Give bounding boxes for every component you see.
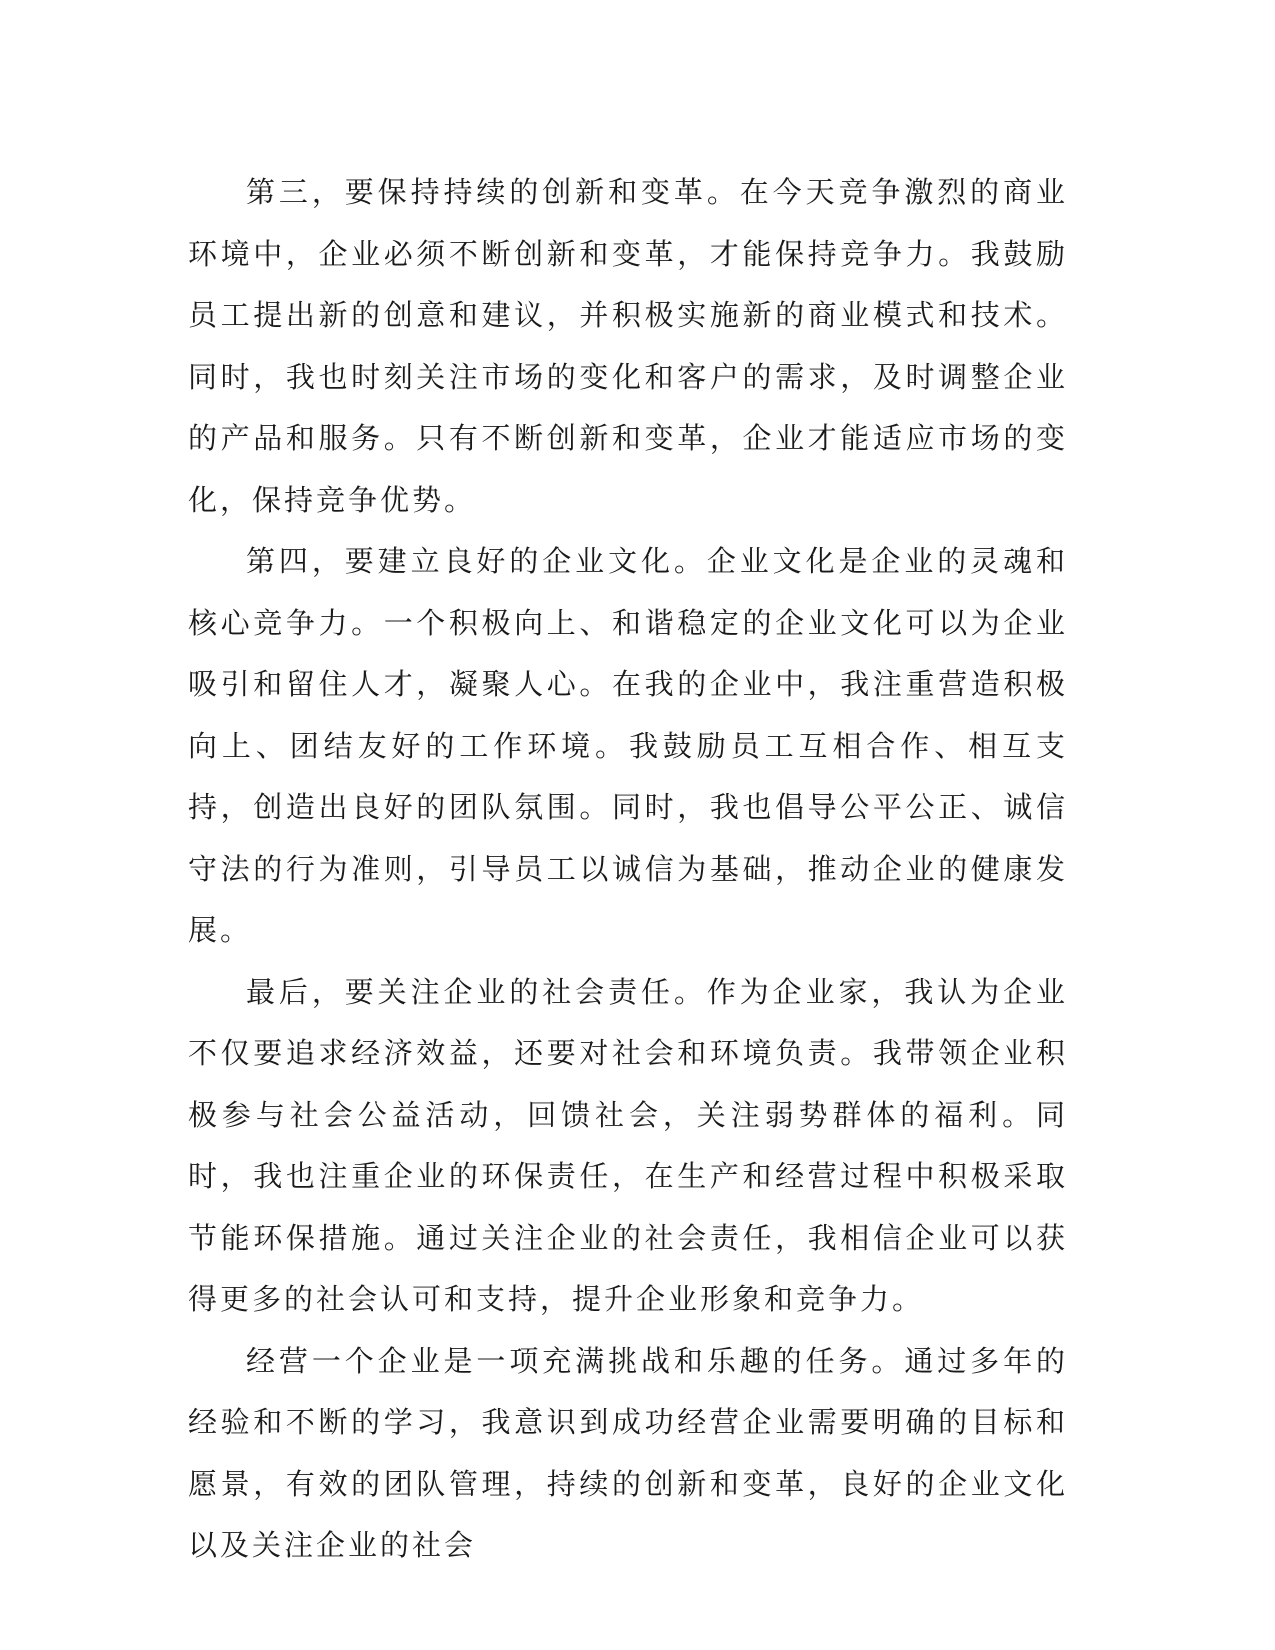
paragraph-corporate-culture: 第四，要建立良好的企业文化。企业文化是企业的灵魂和核心竞争力。一个积极向上、和谐稳定的企业文化可以为企业吸引和留住人才，凝聚人心。在我的企业中，我注重营造积极向上、团结友好的工作环境。我鼓励员工互相合作、相互支持，创造出良好的团队氛围。同时，我也倡导公平公正、诚信守法的行为准则，引导员工以诚信为基础，推动企业的健康发展。: [188, 544, 1068, 947]
paragraph-social-responsibility: 最后，要关注企业的社会责任。作为企业家，我认为企业不仅要追求经济效益，还要对社会和环境负责。我带领企业积极参与社会公益活动，回馈社会，关注弱势群体的福利。同时，我也注重企业的环保责任，在生产和经营过程中积极采取节能环保措施。通过关注企业的社会责任，我相信企业可以获得更多的社会认可和支持，提升企业形象和竞争力。: [188, 974, 1068, 1316]
paragraph-innovation: 第三，要保持持续的创新和变革。在今天竞争激烈的商业环境中，企业必须不断创新和变革，才能保持竞争力。我鼓励员工提出新的创意和建议，并积极实施新的商业模式和技术。同时，我也时刻关注市场的变化和客户的需求，及时调整企业的产品和服务。只有不断创新和变革，企业才能适应市场的变化，保持竞争优势。: [188, 175, 1068, 517]
document-body: [188, 162, 1068, 1577]
paragraph-conclusion: 经营一个企业是一项充满挑战和乐趣的任务。通过多年的经验和不断的学习，我意识到成功经营企业需要明确的目标和愿景，有效的团队管理，持续的创新和变革，良好的企业文化以及关注企业的社会: [188, 1343, 1068, 1562]
